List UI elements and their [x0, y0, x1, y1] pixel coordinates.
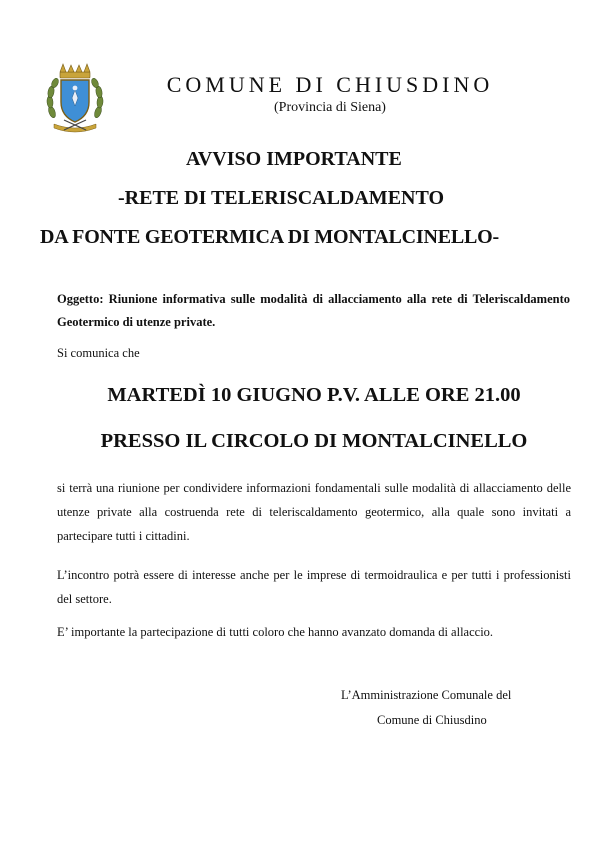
province-subtitle: (Provincia di Siena): [274, 100, 386, 115]
meeting-place: PRESSO IL CIRCOLO DI MONTALCINELLO: [100, 430, 528, 452]
intro-text: Si comunica che: [57, 346, 140, 360]
subject-label: Oggetto:: [57, 292, 104, 306]
notice-heading-line-3: DA FONTE GEOTERMICA DI MONTALCINELLO-: [40, 226, 499, 248]
subject-block: [57, 288, 570, 334]
municipality-title: COMUNE DI CHIUSDINO: [166, 72, 494, 97]
body-paragraph-3: E’ importante la partecipazione di tutti coloro che hanno avanzato domanda di allaccio.: [57, 625, 494, 639]
coat-of-arms-icon: [44, 62, 106, 134]
subject-text: Riunione informativa sulle modalità di allacciamento alla rete di Teleriscaldamento Geotermico di utenze private.: [57, 292, 571, 329]
signature-line-1: L’Amministrazione Comunale del: [341, 688, 512, 702]
body-paragraph-2: L’incontro potrà essere di interesse anche per le imprese di termoidraulica e per tutti i professionisti del settore.: [57, 568, 571, 606]
meeting-date: MARTEDÌ 10 GIUGNO P.V. ALLE ORE 21.00: [107, 384, 521, 406]
notice-heading-line-2: -RETE DI TELERISCALDAMENTO: [118, 187, 445, 209]
notice-heading-line-1: AVVISO IMPORTANTE: [186, 148, 402, 170]
signature-line-2: Comune di Chiusdino: [377, 713, 487, 727]
body-paragraph-1: si terrà una riunione per condividere informazioni fondamentali sulle modalità di allacciamento delle utenze private alla costruenda rete di teleriscaldamento geotermico, alla quale sono invitati a partecipare tutti i cittadini.: [57, 481, 571, 543]
